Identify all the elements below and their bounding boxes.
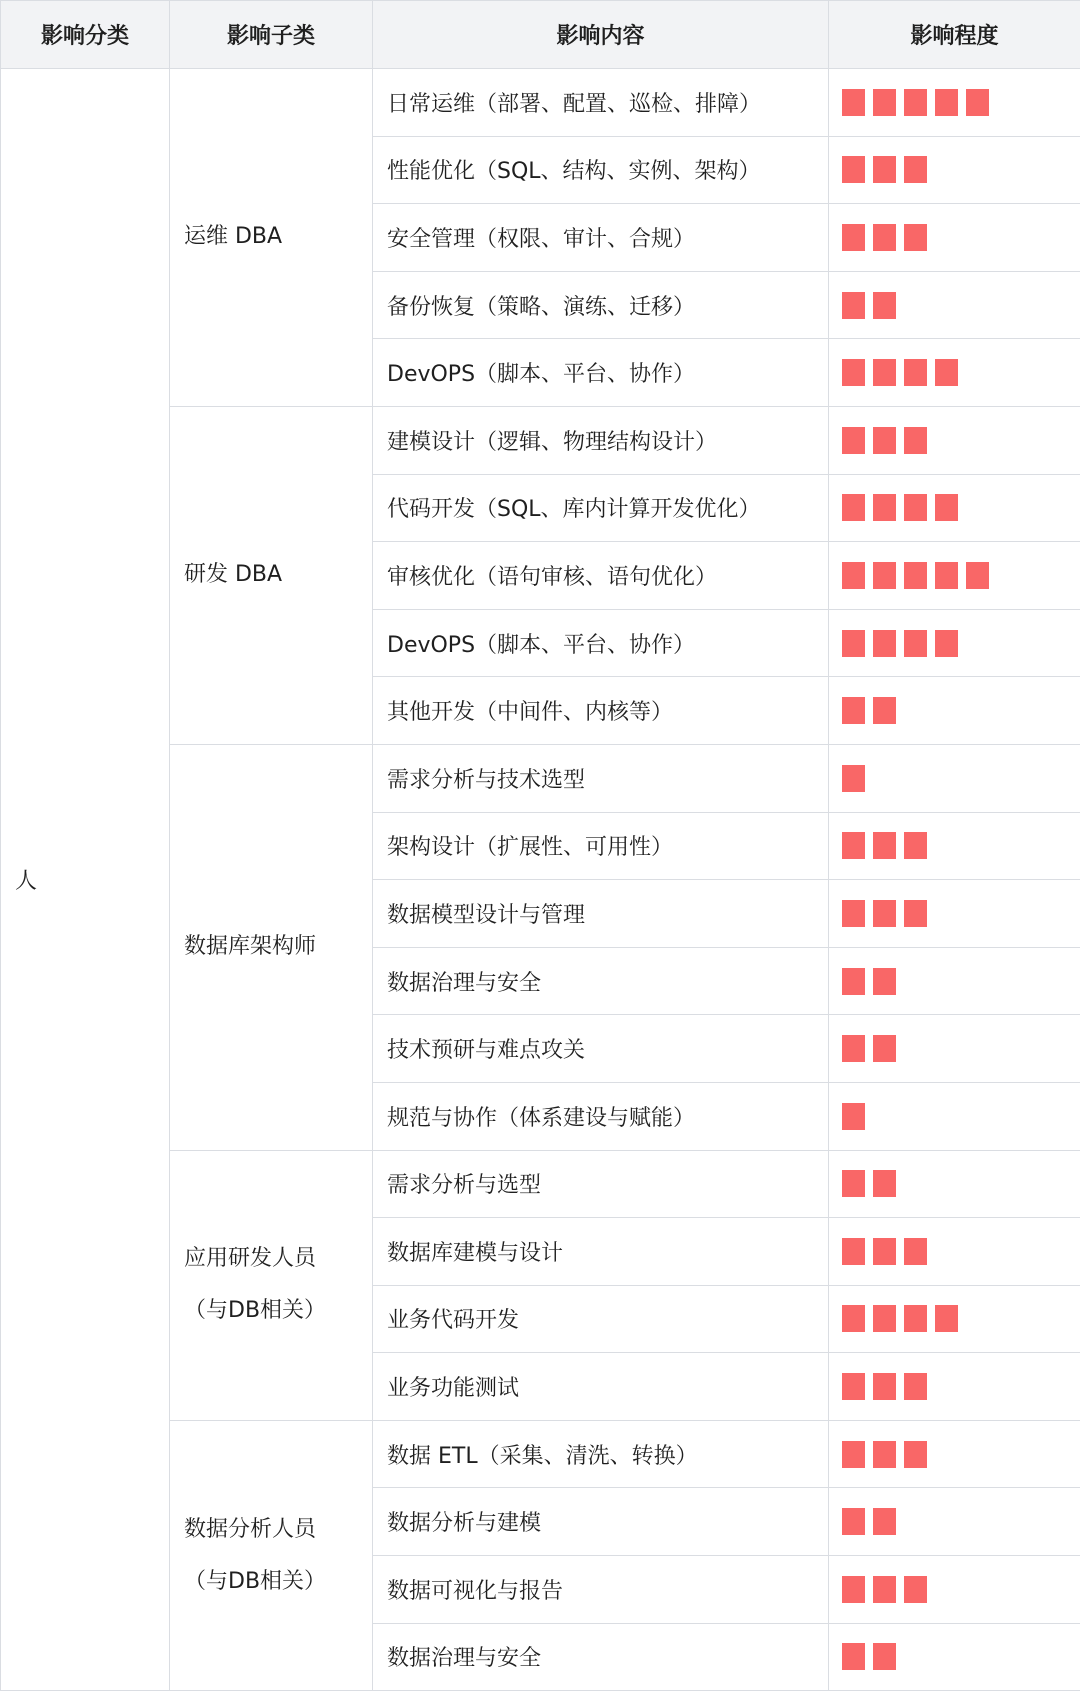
header-category: 影响分类 bbox=[1, 1, 170, 69]
level-square-icon bbox=[873, 1576, 896, 1603]
level-square-icon bbox=[873, 968, 896, 995]
level-square-icon bbox=[842, 1035, 865, 1062]
level-cell bbox=[829, 1488, 1080, 1556]
level-square-icon bbox=[842, 968, 865, 995]
level-square-icon bbox=[904, 1238, 927, 1265]
content-cell: 数据分析与建模 bbox=[373, 1488, 829, 1556]
table-header bbox=[1, 1, 1080, 69]
subcategory-line: 数据分析人员 bbox=[184, 1516, 317, 1542]
level-cell bbox=[829, 1150, 1080, 1218]
level-square-icon bbox=[904, 1441, 927, 1468]
level-square-icon bbox=[873, 224, 896, 251]
subcategory-cell bbox=[170, 744, 373, 1150]
level-square-icon bbox=[842, 156, 865, 183]
subcategory-line: （与DB相关） bbox=[184, 1568, 327, 1594]
subcategory-line: 研发 DBA bbox=[184, 562, 283, 588]
level-square-icon bbox=[904, 494, 927, 521]
level-square-icon bbox=[842, 697, 865, 724]
content-cell: 需求分析与技术选型 bbox=[373, 744, 829, 812]
level-square-icon bbox=[904, 562, 927, 589]
level-square-icon bbox=[935, 1305, 958, 1332]
level-square-icon bbox=[935, 359, 958, 386]
level-square-icon bbox=[873, 156, 896, 183]
content-cell: 建模设计（逻辑、物理结构设计） bbox=[373, 406, 829, 474]
level-square-icon bbox=[873, 292, 896, 319]
level-square-icon bbox=[904, 900, 927, 927]
level-square-icon bbox=[873, 562, 896, 589]
level-square-icon bbox=[935, 630, 958, 657]
level-square-icon bbox=[873, 1035, 896, 1062]
subcategory-line: 运维 DBA bbox=[184, 224, 283, 250]
level-square-icon bbox=[873, 494, 896, 521]
level-square-icon bbox=[873, 1238, 896, 1265]
level-square-icon bbox=[873, 1441, 896, 1468]
level-cell bbox=[829, 136, 1080, 204]
header-row bbox=[1, 1, 1080, 69]
subcategory-line: 数据库架构师 bbox=[184, 934, 317, 960]
level-cell bbox=[829, 1556, 1080, 1624]
content-cell: 数据治理与安全 bbox=[373, 947, 829, 1015]
level-cell bbox=[829, 1420, 1080, 1488]
subcategory-line: 应用研发人员 bbox=[184, 1246, 317, 1272]
content-cell: DevOPS（脚本、平台、协作） bbox=[373, 609, 829, 677]
level-square-icon bbox=[873, 1643, 896, 1670]
content-cell: 需求分析与选型 bbox=[373, 1150, 829, 1218]
level-square-icon bbox=[842, 1576, 865, 1603]
content-cell: 数据治理与安全 bbox=[373, 1623, 829, 1691]
level-square-icon bbox=[904, 89, 927, 116]
level-square-icon bbox=[842, 832, 865, 859]
level-cell bbox=[829, 744, 1080, 812]
level-square-icon bbox=[842, 630, 865, 657]
level-cell bbox=[829, 1285, 1080, 1353]
level-square-icon bbox=[873, 697, 896, 724]
content-cell: 日常运维（部署、配置、巡检、排障） bbox=[373, 69, 829, 137]
content-cell: 业务代码开发 bbox=[373, 1285, 829, 1353]
level-square-icon bbox=[935, 562, 958, 589]
content-cell: 架构设计（扩展性、可用性） bbox=[373, 812, 829, 880]
level-square-icon bbox=[842, 1508, 865, 1535]
header-content: 影响内容 bbox=[373, 1, 829, 69]
level-square-icon bbox=[904, 1373, 927, 1400]
level-square-icon bbox=[935, 494, 958, 521]
level-square-icon bbox=[873, 359, 896, 386]
level-square-icon bbox=[904, 427, 927, 454]
level-square-icon bbox=[966, 89, 989, 116]
level-square-icon bbox=[842, 1103, 865, 1130]
level-cell bbox=[829, 812, 1080, 880]
level-square-icon bbox=[873, 1170, 896, 1197]
level-square-icon bbox=[873, 427, 896, 454]
level-square-icon bbox=[842, 292, 865, 319]
table-row bbox=[1, 69, 1080, 137]
level-cell bbox=[829, 677, 1080, 745]
level-cell bbox=[829, 1353, 1080, 1421]
level-cell bbox=[829, 339, 1080, 407]
level-cell bbox=[829, 1623, 1080, 1691]
level-cell bbox=[829, 947, 1080, 1015]
level-square-icon bbox=[842, 900, 865, 927]
level-cell bbox=[829, 474, 1080, 542]
level-square-icon bbox=[904, 156, 927, 183]
header-subcategory: 影响子类 bbox=[170, 1, 373, 69]
subcategory-cell bbox=[170, 1420, 373, 1690]
level-square-icon bbox=[842, 562, 865, 589]
content-cell: 技术预研与难点攻关 bbox=[373, 1015, 829, 1083]
level-cell bbox=[829, 880, 1080, 948]
level-square-icon bbox=[873, 832, 896, 859]
level-square-icon bbox=[873, 1508, 896, 1535]
level-cell bbox=[829, 69, 1080, 137]
level-cell bbox=[829, 271, 1080, 339]
content-cell: 审核优化（语句审核、语句优化） bbox=[373, 542, 829, 610]
content-cell: 代码开发（SQL、库内计算开发优化） bbox=[373, 474, 829, 542]
content-cell: 数据可视化与报告 bbox=[373, 1556, 829, 1624]
level-square-icon bbox=[842, 427, 865, 454]
level-cell bbox=[829, 204, 1080, 272]
level-cell bbox=[829, 1218, 1080, 1286]
level-square-icon bbox=[842, 1441, 865, 1468]
level-square-icon bbox=[904, 630, 927, 657]
level-square-icon bbox=[873, 1305, 896, 1332]
content-cell: 备份恢复（策略、演练、迁移） bbox=[373, 271, 829, 339]
subcategory-cell bbox=[170, 1150, 373, 1420]
category-cell: 人 bbox=[1, 69, 170, 1691]
level-square-icon bbox=[873, 89, 896, 116]
header-level: 影响程度 bbox=[829, 1, 1080, 69]
level-square-icon bbox=[842, 1305, 865, 1332]
content-cell: 业务功能测试 bbox=[373, 1353, 829, 1421]
level-square-icon bbox=[873, 630, 896, 657]
level-square-icon bbox=[966, 562, 989, 589]
level-square-icon bbox=[873, 900, 896, 927]
table-body bbox=[1, 69, 1080, 1691]
level-square-icon bbox=[842, 1238, 865, 1265]
level-square-icon bbox=[904, 1305, 927, 1332]
level-square-icon bbox=[842, 1373, 865, 1400]
content-cell: 其他开发（中间件、内核等） bbox=[373, 677, 829, 745]
level-cell bbox=[829, 1082, 1080, 1150]
content-cell: 数据库建模与设计 bbox=[373, 1218, 829, 1286]
level-square-icon bbox=[842, 1170, 865, 1197]
level-square-icon bbox=[904, 832, 927, 859]
level-cell bbox=[829, 609, 1080, 677]
content-cell: 性能优化（SQL、结构、实例、架构） bbox=[373, 136, 829, 204]
level-square-icon bbox=[935, 89, 958, 116]
subcategory-cell bbox=[170, 406, 373, 744]
content-cell: DevOPS（脚本、平台、协作） bbox=[373, 339, 829, 407]
level-square-icon bbox=[904, 1576, 927, 1603]
level-square-icon bbox=[842, 224, 865, 251]
level-square-icon bbox=[842, 359, 865, 386]
level-square-icon bbox=[842, 494, 865, 521]
level-square-icon bbox=[842, 1643, 865, 1670]
level-square-icon bbox=[904, 224, 927, 251]
content-cell: 数据模型设计与管理 bbox=[373, 880, 829, 948]
level-cell bbox=[829, 406, 1080, 474]
level-cell bbox=[829, 1015, 1080, 1083]
content-cell: 数据 ETL（采集、清洗、转换） bbox=[373, 1420, 829, 1488]
content-cell: 安全管理（权限、审计、合规） bbox=[373, 204, 829, 272]
content-cell: 规范与协作（体系建设与赋能） bbox=[373, 1082, 829, 1150]
level-square-icon bbox=[842, 765, 865, 792]
level-square-icon bbox=[873, 1373, 896, 1400]
level-cell bbox=[829, 542, 1080, 610]
level-square-icon bbox=[842, 89, 865, 116]
subcategory-line: （与DB相关） bbox=[184, 1298, 327, 1324]
level-square-icon bbox=[904, 359, 927, 386]
subcategory-cell bbox=[170, 69, 373, 407]
